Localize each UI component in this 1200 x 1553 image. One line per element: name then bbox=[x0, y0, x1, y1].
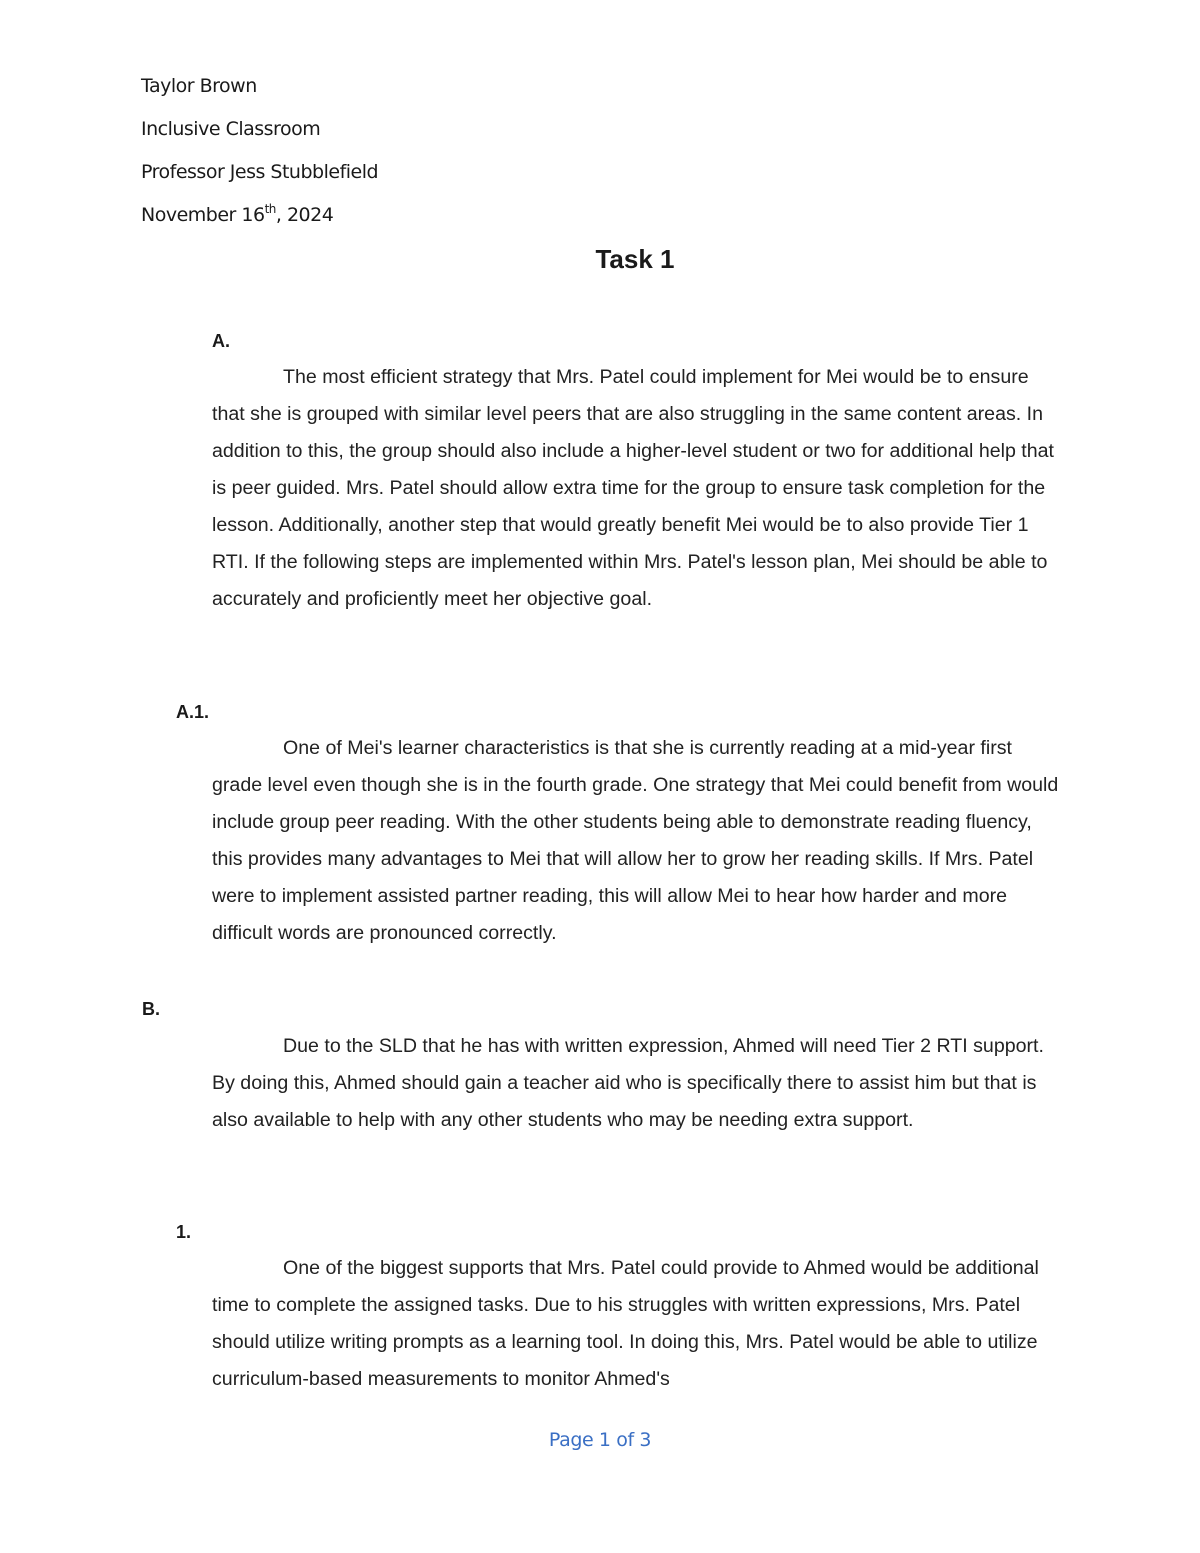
page-number: Page 1 of 3 bbox=[548, 1429, 652, 1451]
date-ordinal: th bbox=[264, 202, 276, 216]
professor-name: Professor Jess Stubblefield bbox=[141, 161, 379, 183]
document-title: Task 1 bbox=[595, 244, 675, 274]
date-suffix: , 2024 bbox=[275, 204, 334, 226]
section-label-1: 1. bbox=[176, 1222, 192, 1242]
author-name: Taylor Brown bbox=[141, 75, 257, 97]
submission-date bbox=[141, 203, 333, 227]
section-text-1: One of the biggest supports that Mrs. Patel could provide to Ahmed would be additional time to complete the assigned tasks. Due to his struggles with written expressions, Mrs. Patel should utilize writing prompts as a learning tool. In doing this, Mrs. Patel would be able to utilize curriculum-based measurements to monitor Ahmed's bbox=[212, 1257, 1039, 1390]
date-prefix: November 16 bbox=[141, 204, 265, 226]
section-text-a: The most efficient strategy that Mrs. Patel could implement for Mei would be to ensure that she is grouped with similar level peers that are also struggling in the same content areas. In addition to this, the group should also include a higher-level student or two for additional help that is peer guided. Mrs. Patel should allow extra time for the group to ensure task completion for the lesson. Additionally, another step that would greatly benefit Mei would be to also provide Tier 1 RTI. If the following steps are implemented within Mrs. Patel's lesson plan, Mei should be able to accurately and proficiently meet her objective goal. bbox=[212, 366, 1054, 610]
section-label-b: B. bbox=[142, 999, 160, 1019]
section-text-a1: One of Mei's learner characteristics is that she is currently reading at a mid-year first grade level even though she is in the fourth grade. One strategy that Mei could benefit from would include group peer reading. With the other students being able to demonstrate reading fluency, this provides many advantages to Mei that will allow her to grow her reading skills. If Mrs. Patel were to implement assisted partner reading, this will allow Mei to hear how harder and more difficult words are pronounced correctly. bbox=[212, 737, 1059, 944]
course-name: Inclusive Classroom bbox=[141, 118, 321, 140]
section-label-a: A. bbox=[212, 331, 230, 351]
section-text-b: Due to the SLD that he has with written expression, Ahmed will need Tier 2 RTI support. By doing this, Ahmed should gain a teacher aid who is specifically there to assist him but that is also available to help with any other students who may be needing extra support. bbox=[212, 1035, 1044, 1131]
section-label-a1: A.1. bbox=[176, 702, 210, 722]
